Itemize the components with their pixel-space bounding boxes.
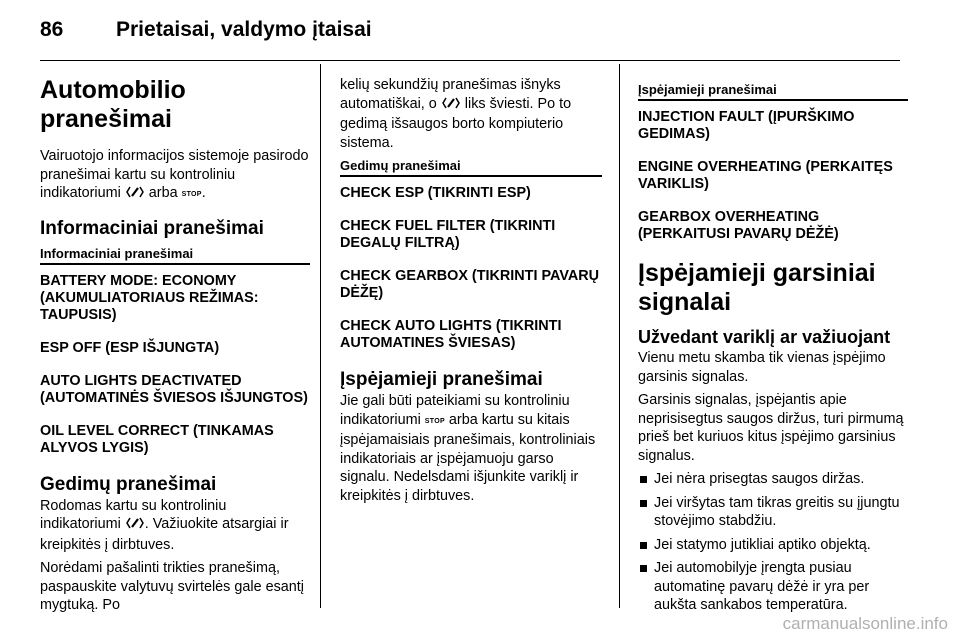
table-row: CHECK FUEL FILTER (TIKRINTI DEGALŲ FILTRĄ) — [340, 218, 556, 251]
wrench-icon — [125, 516, 145, 536]
intro-paragraph: Vairuotojo informacijos sistemoje pasirodo pranešimai kartu su kontroliniu indikatoriumi arba STOP. — [40, 147, 310, 205]
table-row: INJECTION FAULT (ĮPURŠKIMO GEDIMAS) — [638, 109, 855, 142]
page-number: 86 — [40, 18, 64, 41]
column-divider — [320, 64, 321, 608]
header-rule — [40, 60, 900, 61]
table-row: ESP OFF (ESP IŠJUNGTA) — [40, 339, 220, 356]
table-row: OIL LEVEL CORRECT (TINKAMAS ALYVOS LYGIS) — [40, 422, 274, 456]
warning-paragraph: Jie gali būti pateikiami su kontroliniu indikatoriumi STOP arba kartu su kitais įspėjamaisiais pranešimais, kontroliniais indikatoriais ar įspėjamuoju garso signalu. Nedelsdami išjunkite variklį ir kreipkitės į dirbtuves. — [340, 393, 596, 504]
wrench-icon — [125, 185, 145, 205]
list-item: Jei nėra prisegtas saugos diržas. — [638, 470, 908, 489]
stop-icon: STOP — [181, 191, 202, 198]
column-3 — [638, 76, 908, 620]
table-header: Gedimų pranešimai — [340, 158, 602, 177]
list-item: Jei statymo jutikliai aptiko objektą. — [638, 536, 908, 555]
list-item: Jei viršytas tam tikras greitis su įjungtu stovėjimo stabdžiu. — [638, 494, 908, 531]
list-item: Jei automobilyje įrengta pusiau automatinę pavarų dėžė ir yra per aukšta sankabos temperatūra. — [638, 559, 908, 615]
subsection-title: Įspėjamieji pranešimai — [340, 369, 543, 390]
wrench-icon — [441, 96, 461, 116]
column-2 — [340, 76, 602, 510]
section-title: Įspėjamieji garsiniai signalai — [638, 259, 876, 316]
subsection-title: Informaciniai pranešimai — [40, 217, 264, 239]
section-title: Automobilio pranešimai — [40, 76, 186, 133]
column-1 — [40, 76, 310, 620]
fault-paragraph: Norėdami pašalinti trikties pranešimą, paspauskite valytuvų svirtelės gale esantį mygtuką. Po — [40, 560, 304, 613]
column-divider — [619, 64, 620, 608]
fault-paragraph: Rodomas kartu su kontroliniu indikatoriumi . Važiuokite atsargiai ir kreipkitės į dirbtuves. — [40, 497, 289, 553]
chapter-title: Prietaisai, valdymo įtaisai — [116, 18, 372, 41]
table-row: CHECK AUTO LIGHTS (TIKRINTI AUTOMATINES ŠVIESAS) — [340, 318, 562, 351]
table-row: GEARBOX OVERHEATING (PERKAITUSI PAVARŲ DĖŽĖ) — [638, 209, 839, 242]
stop-icon: STOP — [424, 417, 445, 425]
subsection-title: Gedimų pranešimai — [40, 473, 217, 495]
subsection-title: Užvedant variklį ar važiuojant — [638, 327, 891, 347]
table-row: BATTERY MODE: ECONOMY (AKUMULIATORIAUS REŽIMAS: TAUPUSIS) — [40, 272, 259, 323]
page-header — [40, 18, 372, 42]
chime-paragraph: Garsinis signalas, įspėjantis apie neprisisegtus saugos diržus, turi pirmumą prieš bet kuriuos kitus įspėjimo garsinius signalus. — [638, 392, 904, 464]
table-header: Įspėjamieji pranešimai — [638, 82, 908, 101]
chime-paragraph: Vienu metu skamba tik vienas įspėjimo garsinis signalas. — [638, 350, 886, 385]
table-row: AUTO LIGHTS DEACTIVATED (AUTOMATINĖS ŠVIESOS IŠJUNGTOS) — [40, 372, 308, 406]
table-row: ENGINE OVERHEATING (PERKAITĘS VARIKLIS) — [638, 159, 893, 192]
watermark: carmanualsonline.info — [782, 614, 948, 633]
table-row: CHECK GEARBOX (TIKRINTI PAVARŲ DĖŽĘ) — [340, 268, 600, 301]
table-header: Informaciniai pranešimai — [40, 246, 310, 265]
table-row: CHECK ESP (TIKRINTI ESP) — [340, 185, 531, 201]
chime-list — [638, 470, 908, 615]
continued-paragraph: kelių sekundžių pranešimas išnyks automatiškai, o liks šviesti. Po to gedimą išsaugos borto kompiuterio sistema. — [340, 77, 572, 151]
